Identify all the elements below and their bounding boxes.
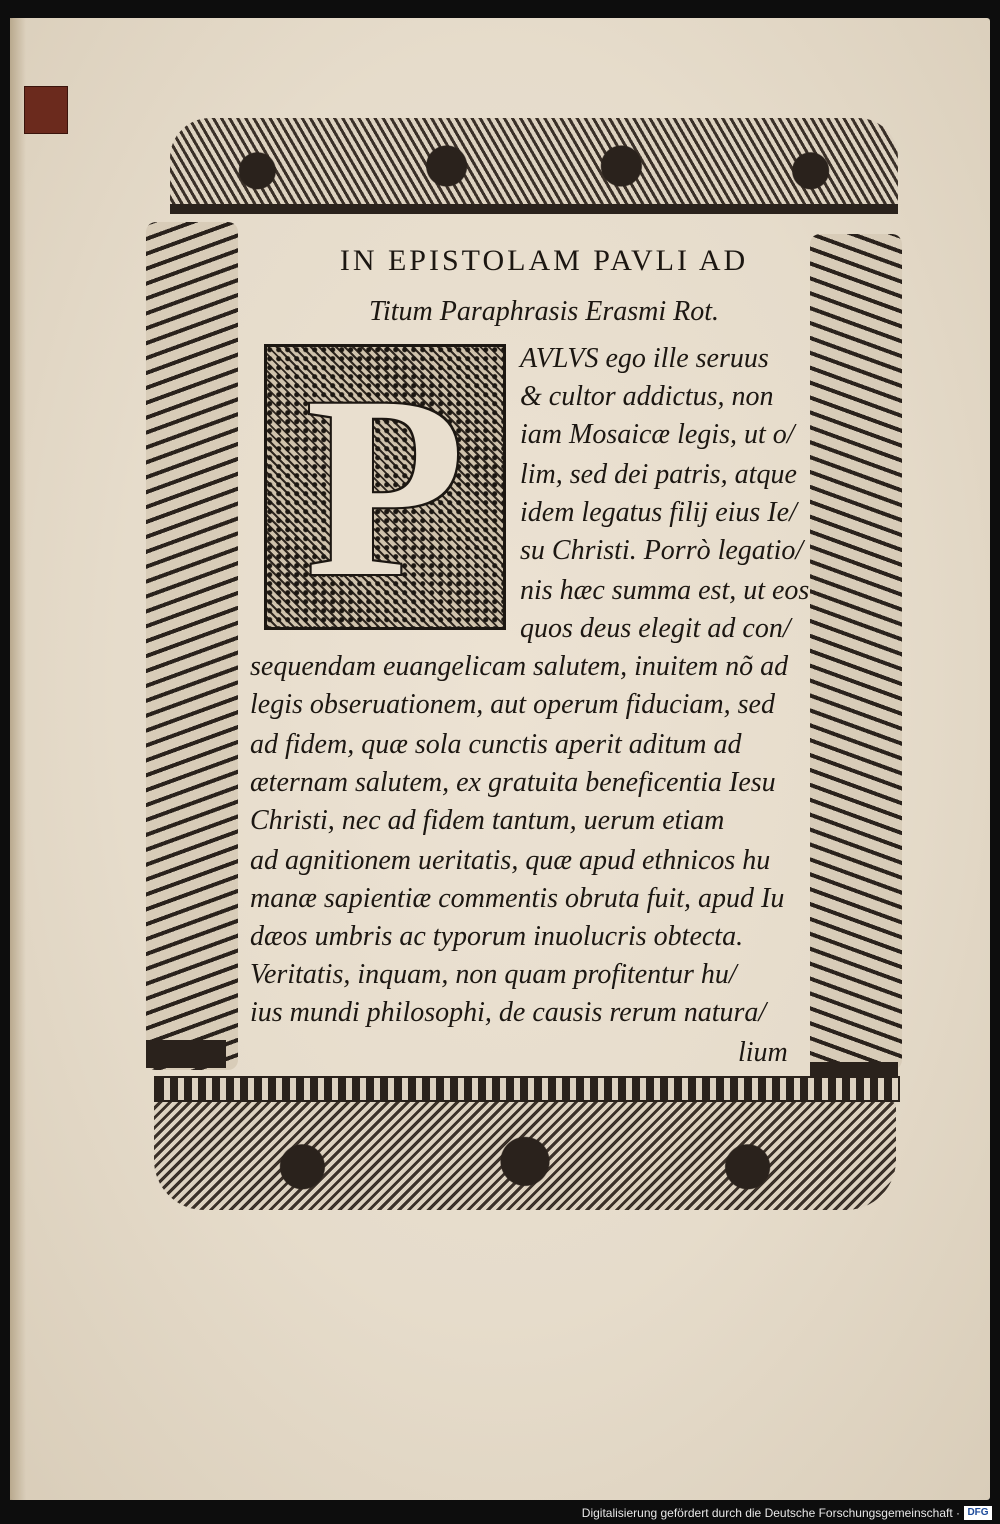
text-line: legis obseruationem, aut operum fiduciam, sed <box>250 689 775 720</box>
text-line: Christi, nec ad fidem tantum, uerum etiam <box>250 805 725 836</box>
text-line: ad agnitionem ueritatis, quæ apud ethnicos hu <box>250 845 771 876</box>
text-line: ad fidem, quæ sola cunctis aperit aditum ad <box>250 729 742 760</box>
text-line: quos deus elegit ad con/ <box>520 613 791 644</box>
initial-letter: P <box>305 343 465 631</box>
text-line: su Christi. Porrò legatio/ <box>520 535 804 566</box>
bottom-ornament-bar <box>154 1076 900 1102</box>
text-line: & cultor addictus, non <box>520 381 774 412</box>
bottom-ornament <box>154 1102 896 1210</box>
page-subheading: Titum Paraphrasis Erasmi Rot. <box>368 296 720 327</box>
text-line: lim, sed dei patris, atque <box>520 459 797 490</box>
right-column-ornament <box>810 234 902 1070</box>
bookmark-tab <box>24 86 68 134</box>
text-line: iam Mosaicæ legis, ut o/ <box>520 419 795 450</box>
text-line: dæos umbris ac typorum inuolucris obtecta. <box>250 921 744 952</box>
text-line: æternam salutem, ex gratuita beneficentia Iesu <box>250 767 776 798</box>
text-line: manæ sapientiæ commentis obruta fuit, apud Iu <box>250 883 785 914</box>
decorated-initial <box>264 344 506 630</box>
page-gutter-shadow <box>10 18 26 1500</box>
text-line: AVLVS ego ille seruus <box>520 343 769 374</box>
page-heading: IN EPISTOLAM PAVLI AD <box>339 244 749 277</box>
text-line: ius mundi philosophi, de causis rerum natura/ <box>250 997 767 1028</box>
text-line: idem legatus filij eius Ie/ <box>520 497 797 528</box>
top-ornament-bar <box>170 204 898 214</box>
left-column-base <box>146 1040 226 1068</box>
text-line: sequendam euangelicam salutem, inuitem nõ ad <box>250 651 789 682</box>
catchword: lium <box>738 1037 788 1068</box>
text-line: nis hæc summa est, ut eos <box>520 575 810 606</box>
text-line: Veritatis, inquam, non quam profitentur hu/ <box>250 959 737 990</box>
dfg-logo: DFG <box>964 1506 992 1520</box>
left-column-ornament <box>146 222 238 1070</box>
top-ornament <box>170 118 898 214</box>
footer-credit: Digitalisierung gefördert durch die Deutsche Forschungsgemeinschaft · <box>581 1506 960 1520</box>
